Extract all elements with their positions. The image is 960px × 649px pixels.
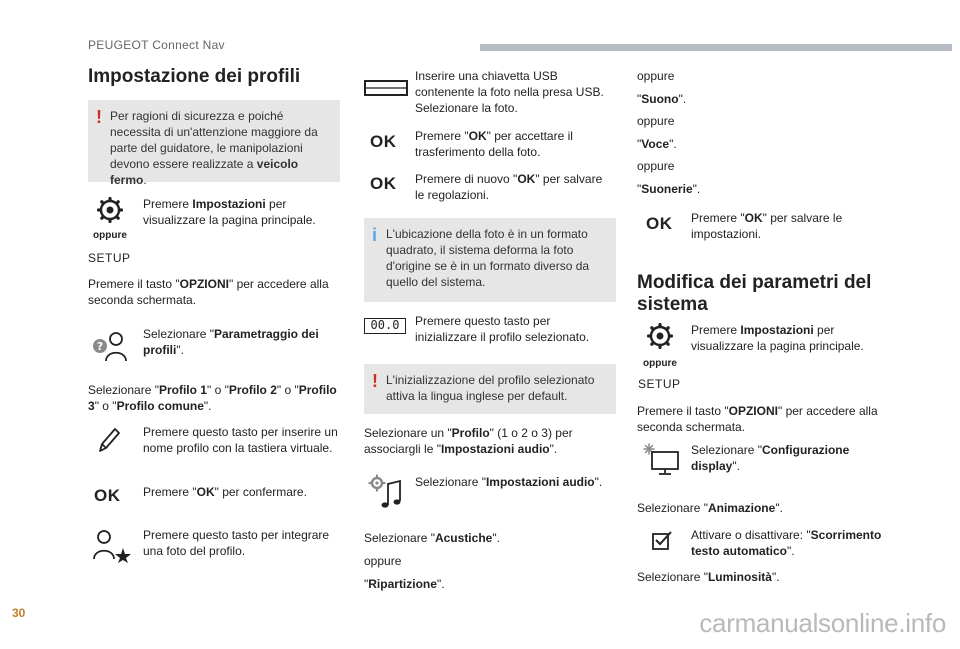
para-opzioni: Premere il tasto "OPZIONI" per accedere alla seconda schermata. bbox=[88, 277, 329, 307]
settings-gear-icon bbox=[96, 196, 124, 224]
setup-label: SETUP bbox=[88, 251, 131, 265]
para-oppure: oppure bbox=[637, 159, 675, 173]
profile-question-icon bbox=[90, 328, 130, 364]
checkbox-icon bbox=[650, 528, 674, 552]
display-settings-icon bbox=[642, 442, 682, 476]
reset-display-icon: 00.0 bbox=[364, 318, 406, 334]
step-ok-confirm: Premere "OK" per confermare. bbox=[143, 485, 307, 499]
para-oppure: oppure bbox=[637, 114, 675, 128]
para-luminosita: Selezionare "Luminosità". bbox=[637, 570, 780, 584]
info-note: i L'ubicazione della foto è in un formato quadrato, il sistema deforma la foto d'origine se è in un formato diverso da quello del sistema. bbox=[364, 218, 616, 302]
settings-gear-icon bbox=[646, 322, 674, 350]
step-usb: Inserire una chiavetta USB contenente la foto nella presa USB. Selezionare la foto. bbox=[415, 69, 604, 115]
warning-note-2: ! L'inizializzazione del profilo selezionato attiva la lingua inglese per default. bbox=[364, 364, 616, 414]
audio-settings-icon bbox=[368, 474, 404, 512]
para-suono: "Suono". bbox=[637, 92, 687, 106]
ok-icon: OK bbox=[370, 174, 397, 193]
para-suonerie: "Suonerie". bbox=[637, 182, 701, 196]
step-settings: Premere Impostazioni per visualizzare la pagina principale. bbox=[143, 197, 316, 227]
oppure-label: oppure bbox=[93, 230, 127, 241]
warning-icon: ! bbox=[372, 371, 378, 391]
ok-icon: OK bbox=[646, 214, 673, 233]
step-scroll-text: Attivare o disattivare: "Scorrimento testo automatico". bbox=[691, 528, 882, 558]
para-oppure: oppure bbox=[637, 69, 675, 83]
watermark: carmanualsonline.info bbox=[699, 608, 946, 638]
para-acustiche: Selezionare "Acustiche". bbox=[364, 531, 500, 545]
step-ok-save: Premere di nuovo "OK" per salvare le regolazioni. bbox=[415, 172, 603, 202]
section-title-system: Modifica dei parametri del sistema bbox=[637, 272, 872, 315]
step-reset: Premere questo tasto per inizializzare il profilo selezionato. bbox=[415, 314, 590, 344]
usb-stick-icon bbox=[364, 76, 408, 100]
step-display-config: Selezionare "Configurazione display". bbox=[691, 443, 850, 473]
profile-star-icon bbox=[90, 526, 132, 564]
para-select-profile-audio: Selezionare un "Profilo" (1 o 2 o 3) per associargli le "Impostazioni audio". bbox=[364, 426, 573, 456]
header-bar bbox=[480, 44, 952, 51]
running-header: PEUGEOT Connect Nav bbox=[88, 38, 225, 52]
svg-text:?: ? bbox=[96, 340, 104, 353]
step-edit-name: Premere questo tasto per inserire un nome profilo con la tastiera virtuale. bbox=[143, 425, 338, 455]
para-opzioni: Premere il tasto "OPZIONI" per accedere alla seconda schermata. bbox=[637, 404, 878, 434]
ok-icon: OK bbox=[370, 132, 397, 151]
step-photo: Premere questo tasto per integrare una foto del profilo. bbox=[143, 528, 330, 558]
warning-icon: ! bbox=[96, 107, 102, 127]
step-audio-settings: Selezionare "Impostazioni audio". bbox=[415, 475, 603, 489]
para-select-profile: Selezionare "Profilo 1" o "Profilo 2" o "Profilo 3" o "Profilo comune". bbox=[88, 383, 337, 413]
para-ripartizione: "Ripartizione". bbox=[364, 577, 445, 591]
ok-icon: OK bbox=[94, 486, 121, 505]
page-number: 30 bbox=[12, 606, 26, 620]
para-voce: "Voce". bbox=[637, 137, 677, 151]
step-settings: Premere Impostazioni per visualizzare la pagina principale. bbox=[691, 323, 864, 353]
step-param-profili: Selezionare "Parametraggio dei profili". bbox=[143, 327, 319, 357]
info-icon: i bbox=[372, 225, 378, 245]
setup-label: SETUP bbox=[638, 377, 681, 391]
step-ok-save-settings: Premere "OK" per salvare le impostazioni. bbox=[691, 211, 843, 241]
pencil-icon bbox=[94, 424, 124, 456]
para-oppure: oppure bbox=[364, 554, 402, 568]
section-title-profiles: Impostazione dei profili bbox=[88, 66, 301, 87]
oppure-label: oppure bbox=[643, 358, 677, 369]
para-animazione: Selezionare "Animazione". bbox=[637, 501, 783, 515]
warning-note: ! Per ragioni di sicurezza e poiché necessita di un'attenzione maggiore da parte del guidatore, le manipolazioni devono essere realizzate a veicolo fermo. bbox=[88, 100, 340, 182]
step-ok-accept: Premere "OK" per accettare il trasferimento della foto. bbox=[415, 129, 573, 159]
